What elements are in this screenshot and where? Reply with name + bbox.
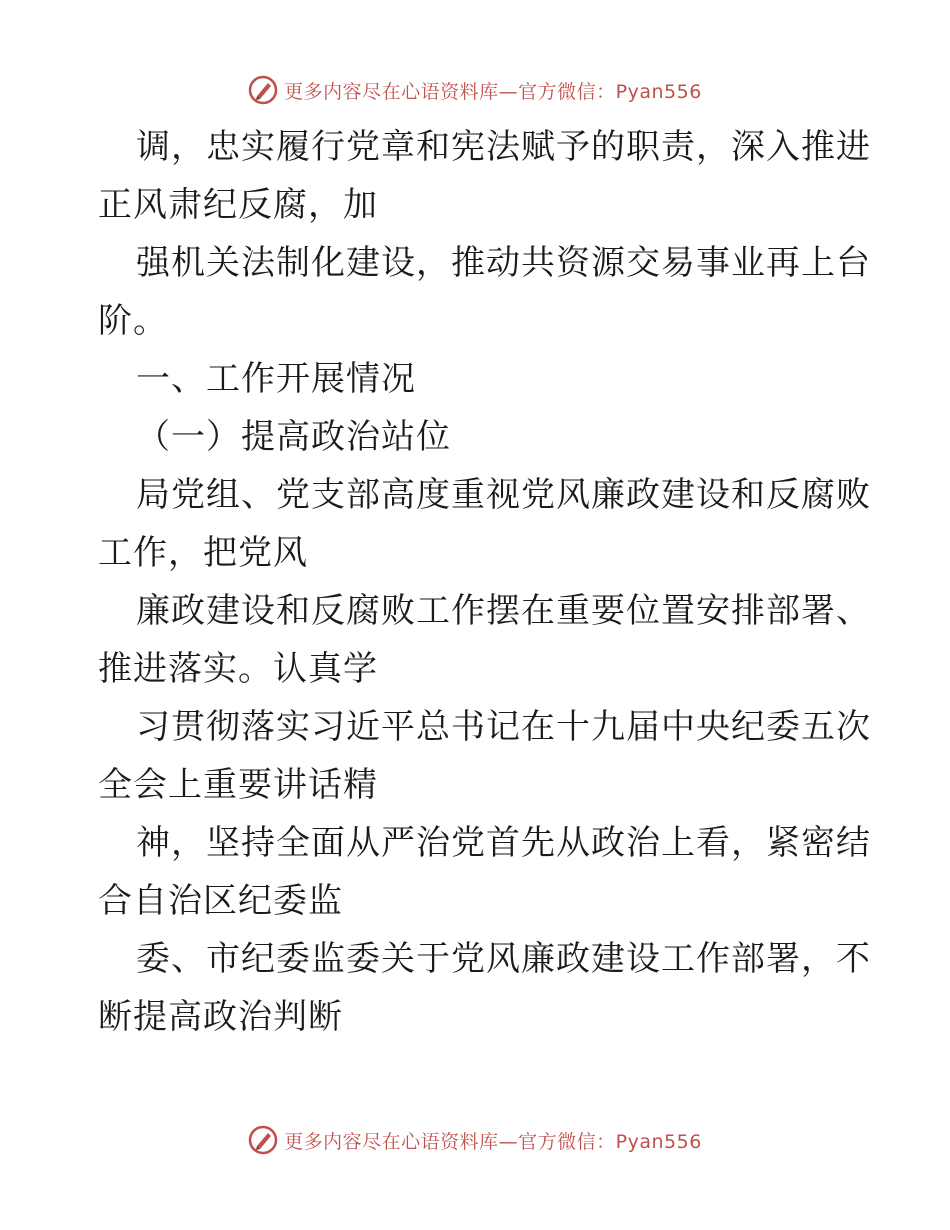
watermark-text: 更多内容尽在心语资料库—官方微信：Pyan556 (284, 80, 702, 103)
header-watermark (0, 74, 950, 106)
body-line: 阶。 (98, 301, 168, 341)
body-line: 强机关法制化建设，推动共资源交易事业再上台 (136, 243, 871, 283)
watermark-text: 更多内容尽在心语资料库—官方微信：Pyan556 (284, 1130, 702, 1153)
body-line: 推进落实。认真学 (98, 649, 378, 689)
pen-logo-icon (248, 1125, 278, 1155)
subsection-heading: （一）提高政治站位 (136, 417, 451, 457)
body-line: 局党组、党支部高度重视党风廉政建设和反腐败 (136, 475, 871, 515)
section-heading: 一、工作开展情况 (136, 359, 416, 399)
body-line: 正风肃纪反腐，加 (98, 185, 378, 225)
body-line: 全会上重要讲话精 (98, 765, 378, 805)
body-line: 断提高政治判断 (98, 997, 343, 1037)
body-line: 神，坚持全面从严治党首先从政治上看，紧密结 (136, 823, 871, 863)
pen-logo-icon (248, 75, 278, 105)
body-line: 委、市纪委监委关于党风廉政建设工作部署，不 (136, 939, 871, 979)
document-body (98, 118, 871, 1046)
body-line: 调，忠实履行党章和宪法赋予的职责，深入推进 (136, 127, 871, 167)
body-line: 习贯彻落实习近平总书记在十九届中央纪委五次 (136, 707, 871, 747)
body-line: 廉政建设和反腐败工作摆在重要位置安排部署、 (136, 591, 871, 631)
body-line: 工作，把党风 (98, 533, 308, 573)
body-line: 合自治区纪委监 (98, 881, 343, 921)
footer-watermark (0, 1124, 950, 1156)
